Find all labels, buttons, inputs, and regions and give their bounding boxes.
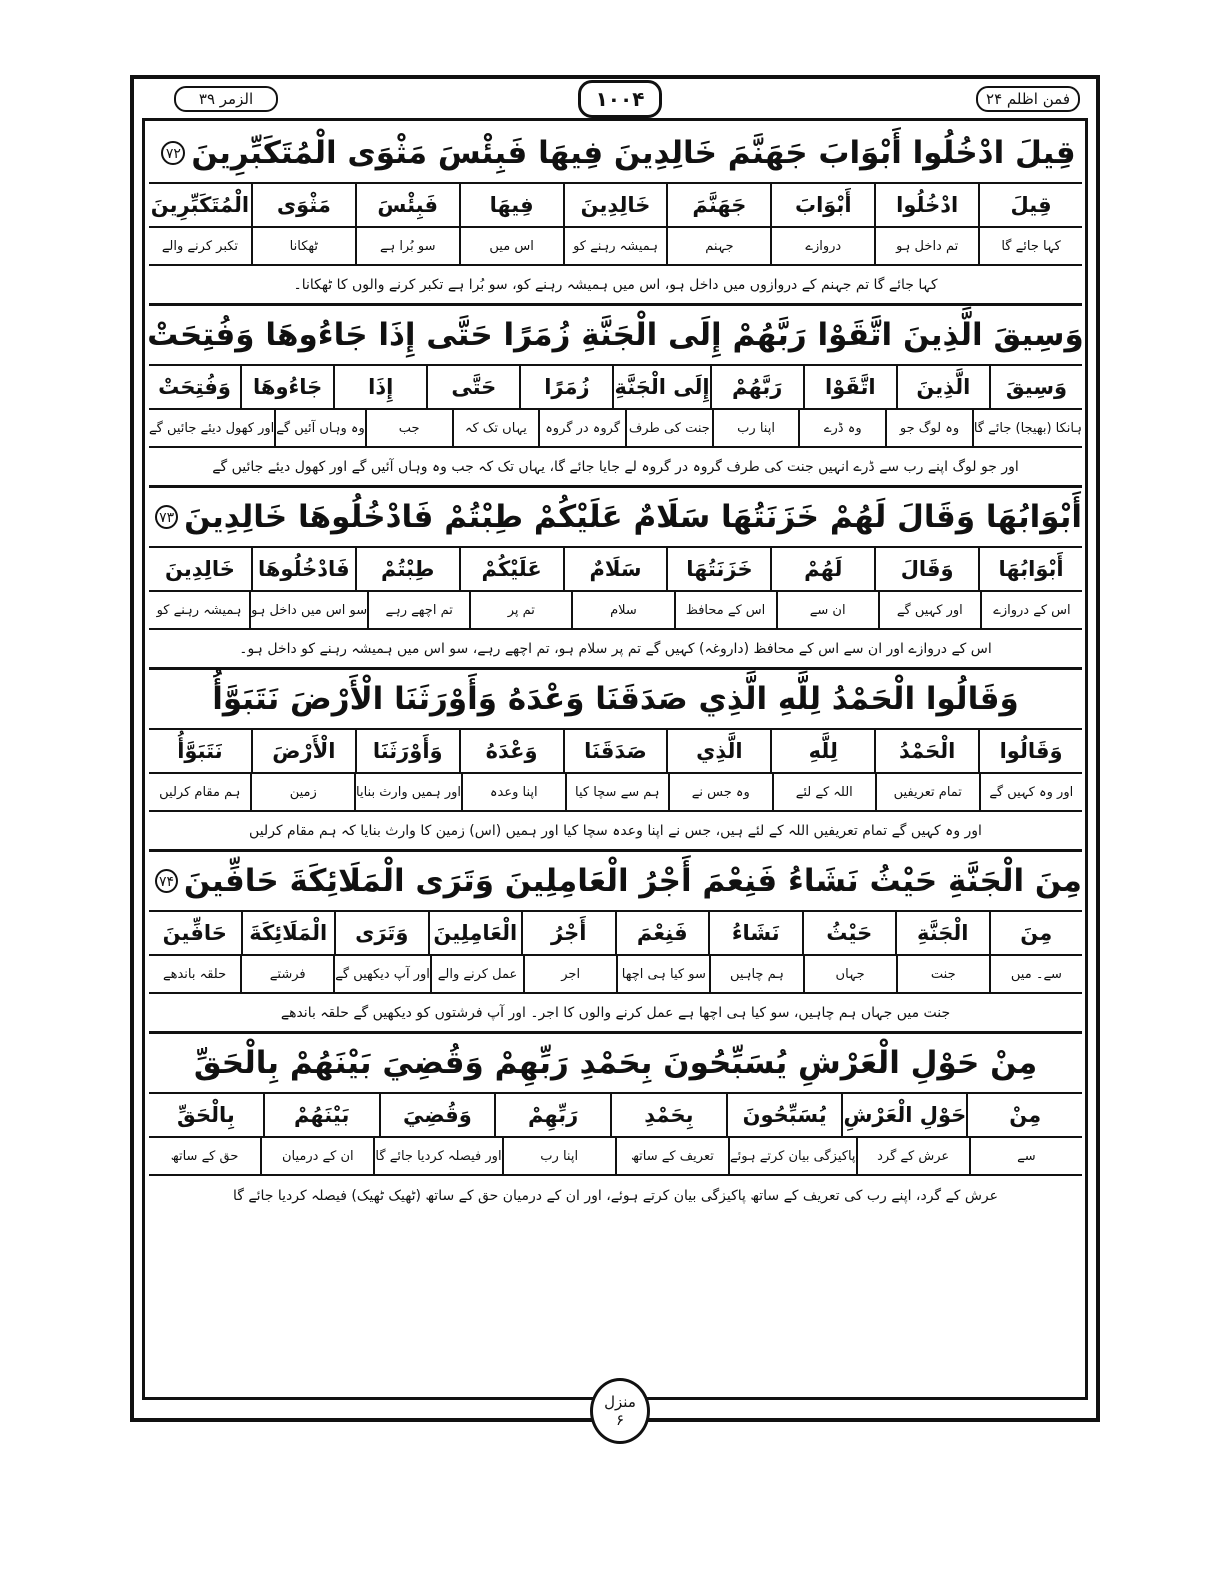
arabic-verse-line [149,488,1082,548]
meaning-cell: تعریف کے ساتھ [615,1138,728,1174]
word-cell: بَيْنَهُمْ [263,1094,379,1136]
meaning-cell: اپنا وعدہ [461,774,565,810]
meaning-cell: پاکیزگی بیان کرتے ہوئے [728,1138,856,1174]
meaning-cell: اجر [523,956,616,992]
ayah-number-marker: ۷۳ [155,505,178,529]
word-cell: الْجَنَّةِ [895,912,989,954]
meaning-cell: اور کھول دیئے جائیں گے [149,420,275,436]
meaning-cell: تم داخل ہو [874,228,978,264]
meaning-cell: ان سے [776,592,878,628]
meaning-cell: ان کے درمیان [260,1138,373,1174]
meaning-cell: تکبر کرنے والے [161,238,239,254]
word-cell: خَالِدِينَ [563,184,667,226]
translation-line: عرش کے گرد، اپنے رب کی تعریف کے ساتھ پاکیزگی بیان کرتے ہوئے، اور ان کے درمیان حق کے ساتھ (ٹھیک ٹھیک) فیصلہ کردیا جائے گا [232,1188,999,1204]
word-cell: وَقَالَ [874,548,978,590]
word-cell: الْحَمْدُ [874,730,978,772]
meaning-cell: سو کیا ہی اچھا [616,956,709,992]
word-cell: خَزَنَتُهَا [666,548,770,590]
word-cell: لَهُمْ [770,548,874,590]
meaning-cell: گروہ در گروہ [538,410,625,446]
word-cell: نَتَبَوَّأُ [177,739,223,763]
word-cell: خَالِدِينَ [165,557,235,581]
meaning-cell: اپنا رب [502,1138,615,1174]
word-cell: وَفُتِحَتْ [158,375,231,399]
meaning-cell: ہم سے سچا کیا [565,774,669,810]
word-cell: الْمُتَكَبِّرِينَ [150,193,250,217]
meaning-cell: دروازے [770,228,874,264]
word-row [149,548,1082,592]
word-cell: وَعْدَهُ [459,730,563,772]
ayah-number-marker: ۷۲ [161,141,185,165]
manzil-label: منزل [604,1393,636,1411]
translation-line: اور وہ کہیں گے تمام تعریفیں اللہ کے لئے ہیں، جس نے اپنا وعدہ سچا کیا اور ہمیں (اس) زمین کا وارث بنایا کہ ہم مقام کرلیں [149,812,1082,852]
word-cell: فَادْخُلُوهَا [251,548,355,590]
meaning-cell: تمام تعریفیں [875,774,979,810]
meaning-cell: اس کے محافظ [674,592,776,628]
word-cell: طِبْتُمْ [355,548,459,590]
word-row [149,184,1082,228]
page-number: ۱۰۰۴ [578,80,662,118]
word-cell: الْأَرْضَ [251,730,355,772]
meaning-cell: جنت کی طرف [625,410,712,446]
word-cell: عَلَيْكُمْ [459,548,563,590]
manzil-badge [590,1378,650,1444]
word-cell: قِيلَ [978,184,1082,226]
para-name-label: فمن اظلم ۲۴ [976,86,1080,112]
translation-line: اس کے دروازے اور ان سے اس کے محافظ (داروغہ) کہیں گے تم پر سلام ہو، تم اچھے رہے، سو اس میں ہمیشہ رہنے کو داخل ہو۔ [149,630,1082,670]
meaning-cell: اس میں [459,228,563,264]
word-cell: حَتَّى [426,366,519,408]
word-cell: جَاءُوهَا [240,366,333,408]
word-cell: زُمَرًا [519,366,612,408]
meaning-row [149,1138,1082,1176]
meaning-cell: اور ہمیں وارث بنایا [354,774,461,810]
word-row [149,730,1082,774]
word-cell: وَأَوْرَثَنَا [355,730,459,772]
word-cell: حَافِّينَ [162,921,227,945]
arabic-verse-line [149,306,1082,366]
translation-line: کہا جائے گا تم جہنم کے دروازوں میں داخل ہو، اس میں ہمیشہ رہنے کو، سو بُرا ہے تکبر کرنے والوں کا ٹھکانا۔ [149,266,1082,306]
meaning-cell: اور فیصلہ کردیا جائے گا [373,1138,501,1174]
meaning-cell: جب [365,410,452,446]
meaning-cell: وہ لوگ جو [885,410,972,446]
arabic-verse-text: وَسِيقَ الَّذِينَ اتَّقَوْا رَبَّهُمْ إِلَى الْجَنَّةِ زُمَرًا حَتَّى إِذَا جَاءُوهَا وَفُتِحَتْ [147,317,1084,353]
meaning-cell: سے۔ میں [989,956,1082,992]
meaning-cell: سلام [571,592,673,628]
meaning-cell: سے [969,1138,1082,1174]
word-cell: بِالْحَقِّ [177,1103,235,1127]
arabic-verse-line [149,670,1082,730]
meaning-cell: ہمیشہ رہنے کو [156,602,242,618]
word-cell: صَدَقَنَا [563,730,667,772]
arabic-verse-text: وَقَالُوا الْحَمْدُ لِلَّهِ الَّذِي صَدَقَنَا وَعْدَهُ وَأَوْرَثَنَا الْأَرْضَ نَتَبَوَّأُ [212,681,1019,717]
word-cell: الَّذِي [666,730,770,772]
meaning-cell: حلقہ باندھے [162,966,227,982]
verse-block [149,124,1082,306]
meaning-cell: سو اس میں داخل ہو [249,592,367,628]
word-row [149,1094,1082,1138]
meaning-row [149,228,1082,266]
meaning-cell: تم پر [469,592,571,628]
verse-block [149,670,1082,852]
meaning-cell: جہاں [803,956,896,992]
arabic-verse-line [149,124,1082,184]
meaning-cell: ہانکا (بھیجا) جائے گا [972,410,1082,446]
word-cell: رَبِّهِمْ [494,1094,610,1136]
meaning-cell: ٹھکانا [251,228,355,264]
meaning-cell: جہنم [666,228,770,264]
meaning-cell: عمل کرنے والے [430,956,523,992]
word-cell: رَبَّهُمْ [710,366,803,408]
word-cell: نَشَاءُ [708,912,802,954]
meaning-cell: اور آپ دیکھیں گے [333,956,430,992]
translation-line: اور جو لوگ اپنے رب سے ڈرے انہیں جنت کی طرف گروہ در گروہ لے جایا جائے گا، یہاں تک کہ جب وہ وہاں آئیں گے اور کھول دیئے جائیں گے [149,448,1082,488]
word-cell: وَقَالُوا [978,730,1082,772]
word-cell: فَنِعْمَ [615,912,709,954]
manzil-number: ۶ [615,1411,625,1429]
word-cell: اتَّقَوْا [803,366,896,408]
surah-name-label: الزمر ۳۹ [174,86,278,112]
word-cell: حَيْثُ [802,912,896,954]
meaning-cell: اس کے دروازے [980,592,1082,628]
word-cell: فَبِئْسَ [355,184,459,226]
arabic-verse-text: مِنْ حَوْلِ الْعَرْشِ يُسَبِّحُونَ بِحَمْدِ رَبِّهِمْ وَقُضِيَ بَيْنَهُمْ بِالْحَقِّ [193,1045,1038,1081]
word-cell: حَوْلِ الْعَرْشِ [841,1094,966,1136]
word-row [149,912,1082,956]
verses-container [149,124,1082,1216]
word-row [149,366,1082,410]
word-cell: يُسَبِّحُونَ [726,1094,842,1136]
word-cell: الْعَامِلِينَ [428,912,522,954]
meaning-cell: زمین [250,774,354,810]
arabic-verse-text: أَبْوَابُهَا وَقَالَ لَهُمْ خَزَنَتُهَا سَلَامٌ عَلَيْكُمْ طِبْتُمْ فَادْخُلُوهَا خَالِدِينَ [184,499,1082,535]
meaning-cell: اور کہیں گے [878,592,980,628]
meaning-cell: عرش کے گرد [856,1138,969,1174]
meaning-cell: یہاں تک کہ [452,410,539,446]
meaning-cell: جنت [896,956,989,992]
meaning-row [149,774,1082,812]
meaning-cell: کہا جائے گا [978,228,1082,264]
meaning-cell: تم اچھے رہے [367,592,469,628]
meaning-row [149,410,1082,448]
arabic-verse-line [149,852,1082,912]
word-cell: أَجْرُ [521,912,615,954]
meaning-cell: حق کے ساتھ [170,1148,239,1164]
meaning-cell: ہمیشہ رہنے کو [563,228,667,264]
meaning-cell: اور وہ کہیں گے [979,774,1083,810]
meaning-cell: وہ وہاں آئیں گے [274,410,365,446]
word-cell: مِنَ [989,912,1083,954]
meaning-cell: اپنا رب [712,410,799,446]
word-cell: سَلَامٌ [563,548,667,590]
word-cell: مَثْوَى [251,184,355,226]
word-cell: وَقُضِيَ [379,1094,495,1136]
meaning-cell: ہم مقام کرلیں [159,784,241,800]
meaning-cell: وہ جس نے [668,774,772,810]
word-cell: فِيهَا [459,184,563,226]
word-cell: بِحَمْدِ [610,1094,726,1136]
arabic-verse-line [149,1034,1082,1094]
meaning-row [149,956,1082,994]
word-cell: أَبْوَابُهَا [978,548,1082,590]
ayah-number-marker: ۷۴ [155,869,178,893]
word-cell: ادْخُلُوا [874,184,978,226]
word-cell: أَبْوَابَ [770,184,874,226]
word-cell: وَسِيقَ [989,366,1082,408]
translation-line: جنت میں جہاں ہم چاہیں، سو کیا ہی اچھا ہے عمل کرنے والوں کا اجر۔ اور آپ فرشتوں کو دیکھیں گے حلقہ باندھے [149,994,1082,1034]
verse-block [149,1034,1082,1216]
verse-block [149,852,1082,1034]
verse-block [149,488,1082,670]
word-cell: إِذَا [333,366,426,408]
meaning-cell: فرشتے [240,956,333,992]
word-cell: وَتَرَى [334,912,428,954]
meaning-cell: وہ ڈرے [798,410,885,446]
word-cell: إِلَى الْجَنَّةِ [612,366,709,408]
word-cell: مِنْ [966,1094,1082,1136]
arabic-verse-text: قِيلَ ادْخُلُوا أَبْوَابَ جَهَنَّمَ خَالِدِينَ فِيهَا فَبِئْسَ مَثْوَى الْمُتَكَبِّرِينَ [191,135,1076,171]
verse-block [149,306,1082,488]
meaning-cell: سو بُرا ہے [355,228,459,264]
arabic-verse-text: مِنَ الْجَنَّةِ حَيْثُ نَشَاءُ فَنِعْمَ أَجْرُ الْعَامِلِينَ وَتَرَى الْمَلَائِكَةَ حَافِّينَ [183,863,1082,899]
meaning-cell: اللہ کے لئے [772,774,876,810]
word-cell: الْمَلَائِكَةَ [241,912,335,954]
word-cell: الَّذِينَ [896,366,989,408]
meaning-cell: ہم چاہیں [709,956,802,992]
word-cell: لِلَّهِ [770,730,874,772]
meaning-row [149,592,1082,630]
word-cell: جَهَنَّمَ [666,184,770,226]
